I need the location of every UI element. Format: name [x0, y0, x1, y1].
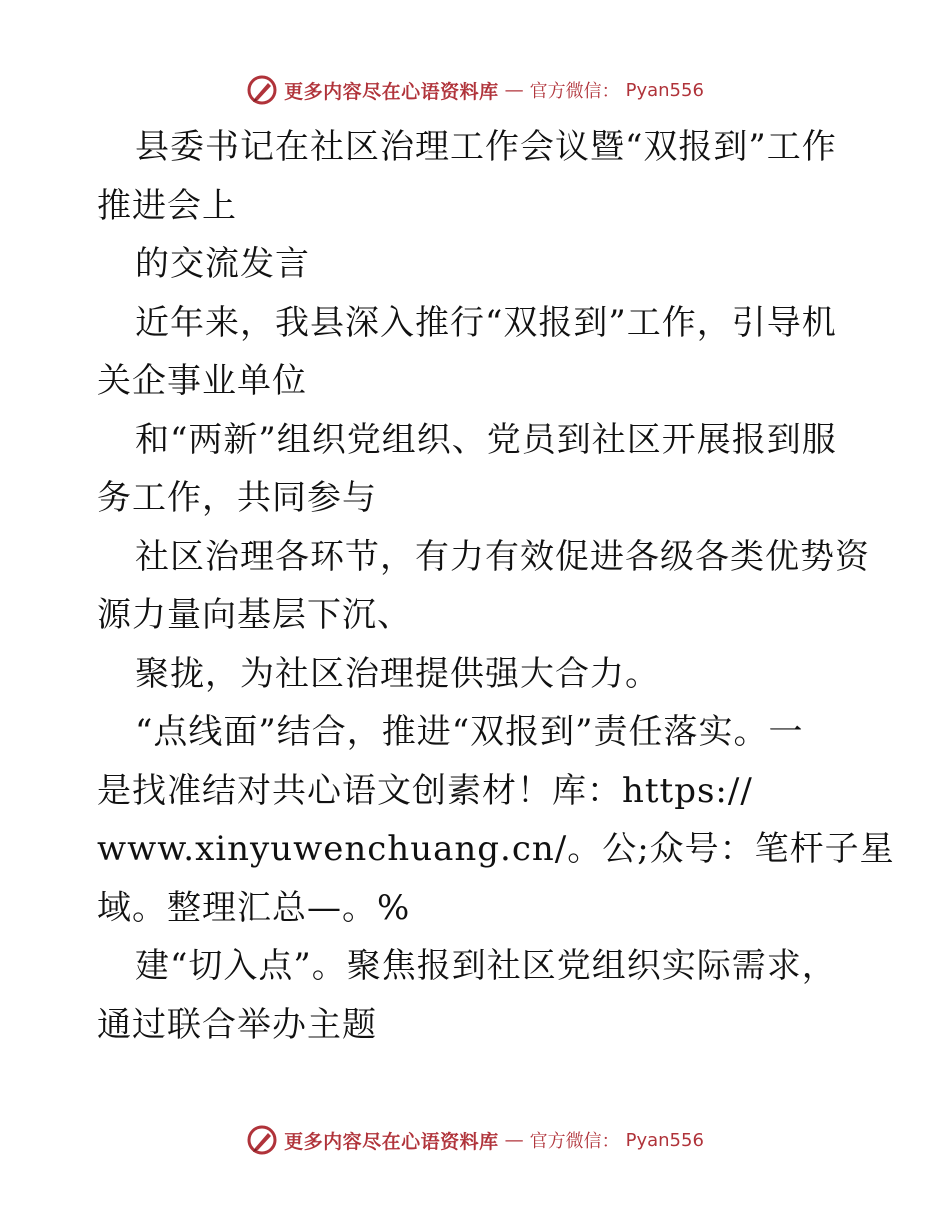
text-line: 近年来，我县深入推行“双报到”工作，引导机 — [135, 302, 837, 343]
text-line: 源力量向基层下沉、 — [97, 595, 412, 635]
text-line: www.xinyuwenchuang.cn/。公;众号：笔杆子星 — [97, 829, 895, 869]
header-contact-label: 官方微信： — [529, 81, 620, 102]
header-brand: 更多内容尽在心语资料库 — [284, 80, 499, 103]
header-banner — [0, 70, 950, 110]
header-separator: — — [504, 79, 524, 101]
text-line: 县委书记在社区治理工作会议暨“双报到”工作 — [135, 127, 837, 167]
text-line: 通过联合举办主题 — [97, 1004, 377, 1045]
text-line: 和“两新”组织党组织、党员到社区开展报到服 — [135, 419, 837, 460]
text-line: “点线面”结合，推进“双报到”责任落实。一 — [135, 712, 804, 752]
footer-handle: Pyan556 — [625, 1129, 704, 1151]
footer-banner — [0, 1120, 950, 1160]
text-line: 关企事业单位 — [97, 361, 307, 401]
document-body — [97, 118, 895, 1054]
footer-contact-label: 官方微信： — [529, 1131, 620, 1152]
text-line: 务工作，共同参与 — [97, 478, 377, 518]
text-line: 是找准结对共心语文创素材！库：https:// — [97, 770, 753, 811]
text-line: 社区治理各环节，有力有效促进各级各类优势资 — [135, 536, 870, 577]
footer-separator: — — [504, 1129, 524, 1151]
text-line: 建“切入点”。聚焦报到社区党组织实际需求， — [135, 946, 837, 986]
footer-brand: 更多内容尽在心语资料库 — [284, 1130, 499, 1153]
text-line: 域。整理汇总—。% — [97, 887, 411, 928]
text-line: 的交流发言 — [135, 244, 310, 284]
pen-logo-icon — [246, 74, 278, 106]
text-line: 聚拢，为社区治理提供强大合力。 — [135, 653, 660, 694]
text-line: 推进会上 — [97, 185, 237, 226]
header-handle: Pyan556 — [625, 79, 704, 101]
pen-logo-icon — [246, 1124, 278, 1156]
